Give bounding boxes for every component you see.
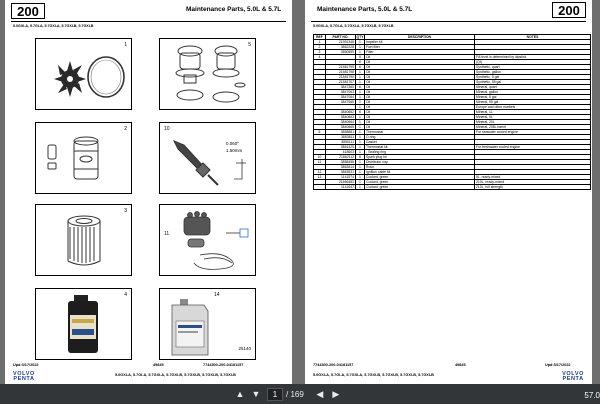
description-cell: Impeller kit <box>365 40 475 45</box>
notes-cell: For seawater cooled engine <box>475 130 591 135</box>
spark-plug-drawing <box>160 123 257 195</box>
part-no-cell: 3847064 <box>326 95 356 100</box>
qty-cell: 8 <box>356 155 365 160</box>
description-cell: Distributor cap <box>365 160 475 165</box>
figure-distributor-cap <box>159 204 256 276</box>
part-no-cell: 3847360 <box>326 85 356 90</box>
ref-cell: 13 <box>314 175 326 180</box>
qty-cell: 1 <box>356 150 365 155</box>
description-cell: Thermostat kit <box>365 145 475 150</box>
figure-label: 3 <box>124 208 127 214</box>
notes-cell: Europe and other markets <box>475 105 591 110</box>
description-cell: Coolant, green <box>365 180 475 185</box>
pdf-toolbar <box>0 384 600 404</box>
ref-cell: 11 <box>314 160 326 165</box>
ref-cell: 1 <box>314 40 326 45</box>
oil-filter-drawing <box>36 205 133 277</box>
right-page-models: 5.0GXI-A, 5.7GI-A, 5.7GXI-A, 5.7GXI-B, 5.7GXI-B <box>313 24 394 28</box>
qty-cell: 1 <box>356 105 365 110</box>
notes-cell: Synthetic, quart <box>475 65 591 70</box>
qty-cell: 1 <box>356 175 365 180</box>
qty-cell: 1 <box>356 70 365 75</box>
figure-label: 1 <box>124 42 127 48</box>
left-footer-center: 49845 <box>153 363 164 367</box>
notes-cell: Mineral, gallon <box>475 90 591 95</box>
right-footer-center: 49845 <box>455 363 466 367</box>
col-ref: REF <box>314 35 326 40</box>
qty-cell: 6 <box>356 110 365 115</box>
qty-cell: 1 <box>356 180 365 185</box>
description-cell: Coolant, green <box>365 185 475 190</box>
qty-cell: 1 <box>356 90 365 95</box>
table-row <box>314 185 591 190</box>
notes-cell: 5L, ready-mixed <box>475 175 591 180</box>
right-page-title: Maintenance Parts, 5.0L & 5.7L <box>317 6 413 13</box>
ref-cell: 12 <box>314 170 326 175</box>
qty-cell: 1 <box>356 45 365 50</box>
description-cell: Oil <box>365 70 475 75</box>
figure-thermostat <box>159 38 256 110</box>
description-cell: Filter <box>365 50 475 55</box>
part-no-cell: 3850559 <box>326 50 356 55</box>
qty-cell: 1 <box>356 185 365 190</box>
qty-cell: 6 <box>356 65 365 70</box>
description-cell: Oil <box>365 90 475 95</box>
left-footer-models: 5.0GXI-A, 5.7GI-A, 5.7GXI-A, 5.7GXI-B, 5.7GXI-B, 5.7GXI-B, 5.7GXI-B <box>115 373 236 377</box>
description-cell: Oil <box>365 85 475 90</box>
volvo-penta-logo <box>562 372 584 382</box>
left-footer-updated: Upd:3/17/2022 <box>13 363 39 367</box>
parts-table-body <box>314 40 591 190</box>
right-page-header <box>311 2 586 20</box>
part-no-cell: 21581790 <box>326 75 356 80</box>
description-cell: - Sealing ring <box>365 150 475 155</box>
part-no-cell: 21951348 <box>326 40 356 45</box>
description-cell: Fuel filter <box>365 45 475 50</box>
qty-cell: 1 <box>356 40 365 45</box>
ref-cell <box>314 185 326 190</box>
part-no-cell: 1141574 <box>326 175 356 180</box>
part-no-cell: 3862228 <box>326 45 356 50</box>
logo-top: VOLVO <box>562 371 584 377</box>
part-no-cell: 21581799 <box>326 65 356 70</box>
right-footer-updated: Upd:3/17/2022 <box>545 363 571 367</box>
oil-bottle-drawing <box>36 289 133 361</box>
page-navigator <box>232 386 304 402</box>
ref-cell: 2 <box>314 45 326 50</box>
description-cell: Coolant, green <box>365 175 475 180</box>
fuel-filter-drawing <box>36 123 133 195</box>
ref-cell: 5 <box>314 130 326 135</box>
qty-cell: 1 <box>356 80 365 85</box>
ref-cell: 10 <box>314 155 326 160</box>
description-cell: Oil <box>365 60 475 65</box>
notes-cell: For freshwater cooled engine <box>475 145 591 150</box>
col-notes: NOTES <box>475 35 591 40</box>
notes-cell: Synthetic, 55 gal <box>475 80 591 85</box>
right-page <box>305 0 592 384</box>
col-description: DESCRIPTION <box>365 35 475 40</box>
figure-spark-plug <box>159 122 256 194</box>
notes-cell: Mineral, quart <box>475 85 591 90</box>
qty-cell: 1 <box>356 135 365 140</box>
part-no-cell: 3840662 <box>326 110 356 115</box>
notes-cell: Mineral, 20L <box>475 120 591 125</box>
qty-cell: 6 <box>356 85 365 90</box>
description-cell: Oil <box>365 55 475 60</box>
left-page-models: 5.0GXI-A, 5.7GI-A, 5.7GXI-A, 5.7GXI-B, 5.7GXI-B <box>13 24 94 28</box>
previous-page-icon[interactable]: ◀ <box>316 388 324 399</box>
qty-cell: 1 <box>356 115 365 120</box>
right-page-number: 200 <box>552 2 586 18</box>
part-no-cell: 3840663 <box>326 115 356 120</box>
left-page-number: 200 <box>11 3 45 19</box>
part-no-cell: 3863514 <box>326 165 356 170</box>
description-cell: Oil <box>365 105 475 110</box>
part-no-cell: 21666482 <box>326 180 356 185</box>
part-no-cell: 3851425 <box>326 145 356 150</box>
logo-bottom: PENTA <box>13 376 35 382</box>
figure-fuel-filter <box>35 122 132 194</box>
description-cell: Oil <box>365 65 475 70</box>
description-cell: Spark plug kit <box>365 155 475 160</box>
notes-cell: Mineral, 55 gal <box>475 100 591 105</box>
notes-cell: Synthetic, gallon <box>475 70 591 75</box>
description-cell: Oil <box>365 125 475 130</box>
volvo-penta-logo <box>13 372 35 382</box>
qty-cell: 1 <box>356 120 365 125</box>
page-arrows <box>312 386 344 402</box>
qty-cell: 1 <box>356 50 365 55</box>
description-cell: Thermostat <box>365 130 475 135</box>
figure-impeller <box>35 38 132 110</box>
spark-gap-mm: 1.50mm <box>226 148 243 153</box>
figure-label: 2 <box>124 126 127 132</box>
qty-cell: 1 <box>356 145 365 150</box>
description-cell: Oil <box>365 110 475 115</box>
qty-cell: 1 <box>356 125 365 130</box>
part-no-cell: 3863531 <box>326 170 356 175</box>
notes-cell: 210L, full strength <box>475 185 591 190</box>
figure-oil-filter <box>35 204 132 276</box>
description-cell: Oil <box>365 120 475 125</box>
part-no-cell: 3840665 <box>326 125 356 130</box>
description-cell: Oil <box>365 115 475 120</box>
description-cell: Oil <box>365 75 475 80</box>
qty-cell: 1 <box>356 95 365 100</box>
chevron-up-icon[interactable]: ▲ <box>235 389 245 399</box>
part-no-cell: 3847065 <box>326 100 356 105</box>
part-no-cell: 3858458 <box>326 160 356 165</box>
impeller-drawing <box>36 39 133 111</box>
description-cell: O-ring <box>365 135 475 140</box>
spark-gap-inch: 0.060" <box>226 141 239 146</box>
chevron-down-icon[interactable]: ▼ <box>251 389 261 399</box>
notes-cell: Mineral, 5L <box>475 115 591 120</box>
figure-coolant-jug <box>159 288 256 360</box>
qty-cell: 5 <box>356 55 365 60</box>
notes-cell: Mineral, 1L <box>475 110 591 115</box>
thermostat-drawing <box>160 39 257 111</box>
description-cell: Ignition cable kit <box>365 170 475 175</box>
parts-table <box>313 34 591 190</box>
part-no-cell: 3847063 <box>326 90 356 95</box>
zoom-level[interactable]: 57.0 <box>584 391 600 400</box>
part-no-cell: 21862112 <box>326 155 356 160</box>
right-footer-models: 5.0GXI-A, 5.7GI-A, 5.7GXI-A, 5.7GXI-B, 5.7GXI-B, 5.7GXI-B, 5.7GXI-B <box>313 373 434 377</box>
header-rule <box>11 21 286 22</box>
figure-label: 4 <box>124 292 127 298</box>
qty-cell: 1 <box>356 75 365 80</box>
notes-cell: Mineral, 208L barrel <box>475 125 591 130</box>
ref-cell: 3 <box>314 50 326 55</box>
figure-label: 10 <box>164 126 170 132</box>
description-cell: Oil <box>365 100 475 105</box>
description-cell: Oil <box>365 95 475 100</box>
qty-cell: 1 <box>356 140 365 145</box>
col-part-no: PART NO. <box>326 35 356 40</box>
description-cell: Gasket <box>365 140 475 145</box>
total-pages: / 169 <box>286 389 304 399</box>
logo-bottom: PENTA <box>562 376 584 382</box>
logo-top: VOLVO <box>13 371 35 377</box>
notes-cell: (Qt) <box>475 60 591 65</box>
notes-cell: Mineral, 5 gal <box>475 95 591 100</box>
part-no-cell: 21581707 <box>326 80 356 85</box>
distributor-drawing <box>160 205 257 277</box>
left-page-header <box>11 2 286 20</box>
figure-code: 25140 <box>238 346 251 351</box>
figure-label-11: 11 <box>164 231 170 237</box>
next-page-icon[interactable]: ▶ <box>332 388 340 399</box>
part-no-cell: 3850111 <box>326 140 356 145</box>
part-no-cell: 3840664 <box>326 120 356 125</box>
ref-cell: 4 <box>314 55 326 60</box>
part-no-cell: 1141647 <box>326 185 356 190</box>
part-no-cell: 3853811 <box>326 135 356 140</box>
qty-cell: 1 <box>356 100 365 105</box>
page-number-input[interactable] <box>267 388 283 401</box>
col-qty: QTY <box>356 35 364 39</box>
figure-label: 5 <box>248 42 251 48</box>
notes-cell: 210L, ready-mixed <box>475 180 591 185</box>
left-page <box>5 0 292 384</box>
part-no-cell: 3858881 <box>326 130 356 135</box>
left-footer-doc: 7744300-200-04181157 <box>203 363 244 367</box>
qty-cell: 1 <box>356 160 365 165</box>
figure-label: 14 <box>214 292 220 298</box>
qty-cell: 1 <box>356 170 365 175</box>
right-footer-doc: 7744300-200-04181157 <box>313 363 354 367</box>
qty-cell: 1 <box>356 165 365 170</box>
figure-oil-bottle <box>35 288 132 360</box>
part-no-cell: 418603 <box>326 150 356 155</box>
description-cell: Oil <box>365 80 475 85</box>
qty-cell: 6 <box>356 60 365 65</box>
description-cell: Rotor <box>365 165 475 170</box>
header-rule <box>311 21 586 22</box>
notes-cell: Synthetic, 5 gal <box>475 75 591 80</box>
notes-cell: Fill level is determined by dipstick <box>475 55 591 60</box>
left-page-title: Maintenance Parts, 5.0L & 5.7L <box>186 6 282 13</box>
part-no-cell: 21581798 <box>326 70 356 75</box>
qty-cell: 1 <box>356 130 365 135</box>
